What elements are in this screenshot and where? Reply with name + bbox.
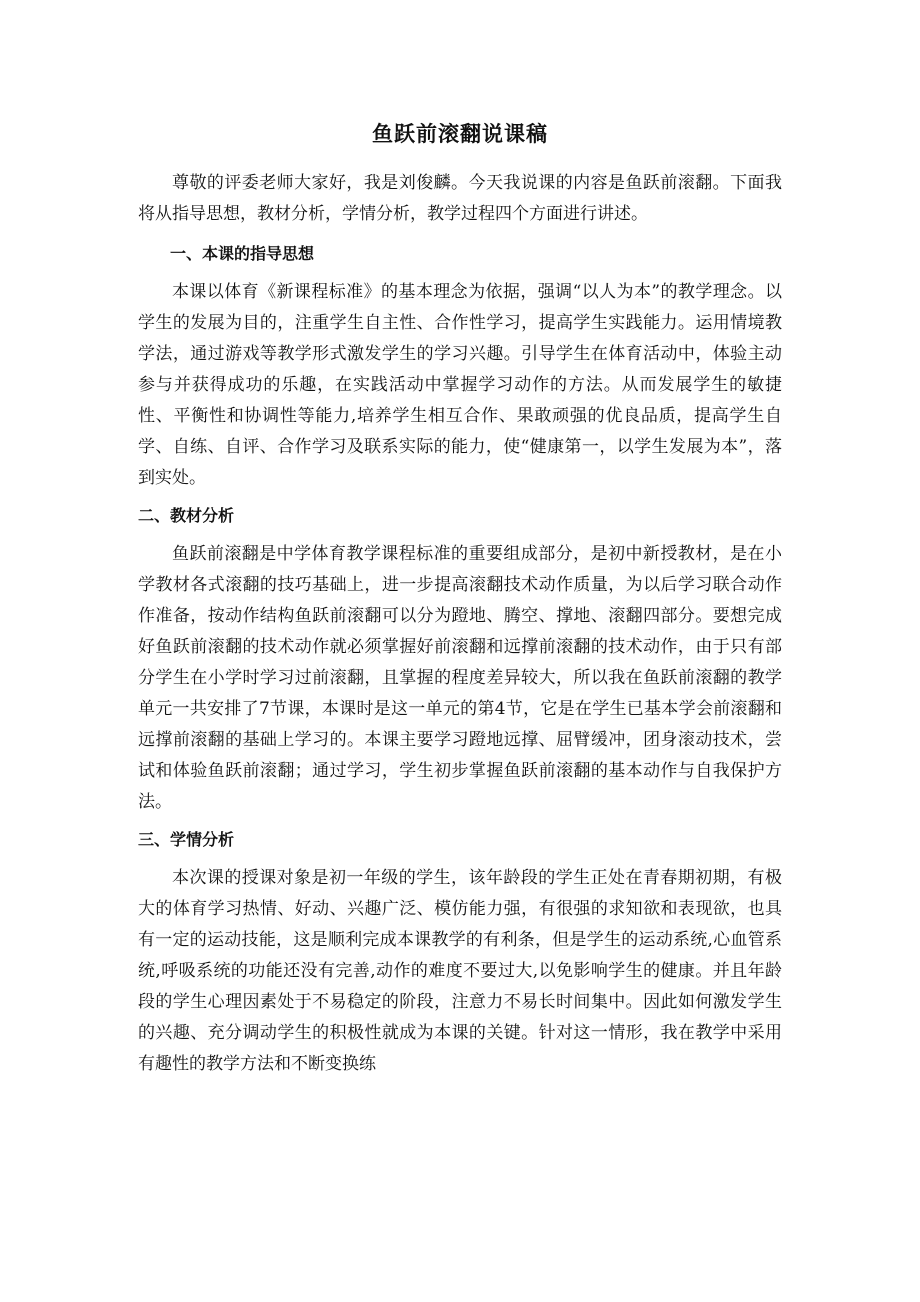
section-heading: 二、教材分析 — [138, 506, 235, 525]
section-body: 本次课的授课对象是初一年级的学生，该年龄段的学生正处在青春期初期，有极大的体育学习热情、好动、兴趣广泛、模仿能力强，有很强的求知欲和表现欲，也具有一定的运动技能，这是顺利完成本课教学的有利条，但是学生的运动系统,心血管系统,呼吸系统的功能还没有完善,动作的难度不要过大,以免影响学生的健康。并且年龄段的学生心理因素处于不易稳定的阶段，注意力不易长时间集中。因此如何激发学生的兴趣、充分调动学生的积极性就成为本课的关键。针对这一情形，我在教学中采用有趣性的教学方法和不断变换练 — [138, 868, 782, 1074]
section-guiding-ideology — [138, 238, 782, 494]
intro-paragraph: 尊敬的评委老师大家好，我是刘俊麟。今天我说课的内容是鱼跃前滚翻。下面我将从指导思想，教材分析，学情分析，教学过程四个方面进行讲述。 — [138, 173, 782, 224]
section-body: 鱼跃前滚翻是中学体育教学课程标准的重要组成部分，是初中新授教材，是在小学教材各式滚翻的技巧基础上，进一步提高滚翻技术动作质量，为以后学习联合动作作准备，按动作结构鱼跃前滚翻可以分为蹬地、腾空、撑地、滚翻四部分。要想完成好鱼跃前滚翻的技术动作就必须掌握好前滚翻和远撑前滚翻的技术动作，由于只有部分学生在小学时学习过前滚翻，且掌握的程度差异较大，所以我在鱼跃前滚翻的教学单元一共安排了7节课，本课时是这一单元的第4节，它是在学生已基本学会前滚翻和远撑前滚翻的基础上学习的。本课主要学习蹬地远撑、屈臂缓冲，团身滚动技术，尝试和体验鱼跃前滚翻；通过学习，学生初步掌握鱼跃前滚翻的基本动作与自我保护方法。 — [138, 544, 782, 812]
section-heading: 一、本课的指导思想 — [170, 244, 315, 263]
document-page — [138, 118, 782, 1086]
section-student-analysis — [138, 824, 782, 1080]
section-heading: 三、学情分析 — [138, 830, 235, 849]
section-body: 本课以体育《新课程标准》的基本理念为依据，强调“以人为本”的教学理念。以学生的发展为目的，注重学生自主性、合作性学习，提高学生实践能力。运用情境教学法，通过游戏等教学形式激发学生的学习兴趣。引导学生在体育活动中，体验主动参与并获得成功的乐趣，在实践活动中掌握学习动作的方法。从而发展学生的敏捷性、平衡性和协调性等能力,培养学生相互合作、果敢顽强的优良品质，提高学生自学、自练、自评、合作学习及联系实际的能力，使“健康第一，以学生发展为本”，落到实处。 — [138, 282, 782, 488]
document-title: 鱼跃前滚翻说课稿 — [372, 122, 548, 146]
section-material-analysis — [138, 500, 782, 818]
